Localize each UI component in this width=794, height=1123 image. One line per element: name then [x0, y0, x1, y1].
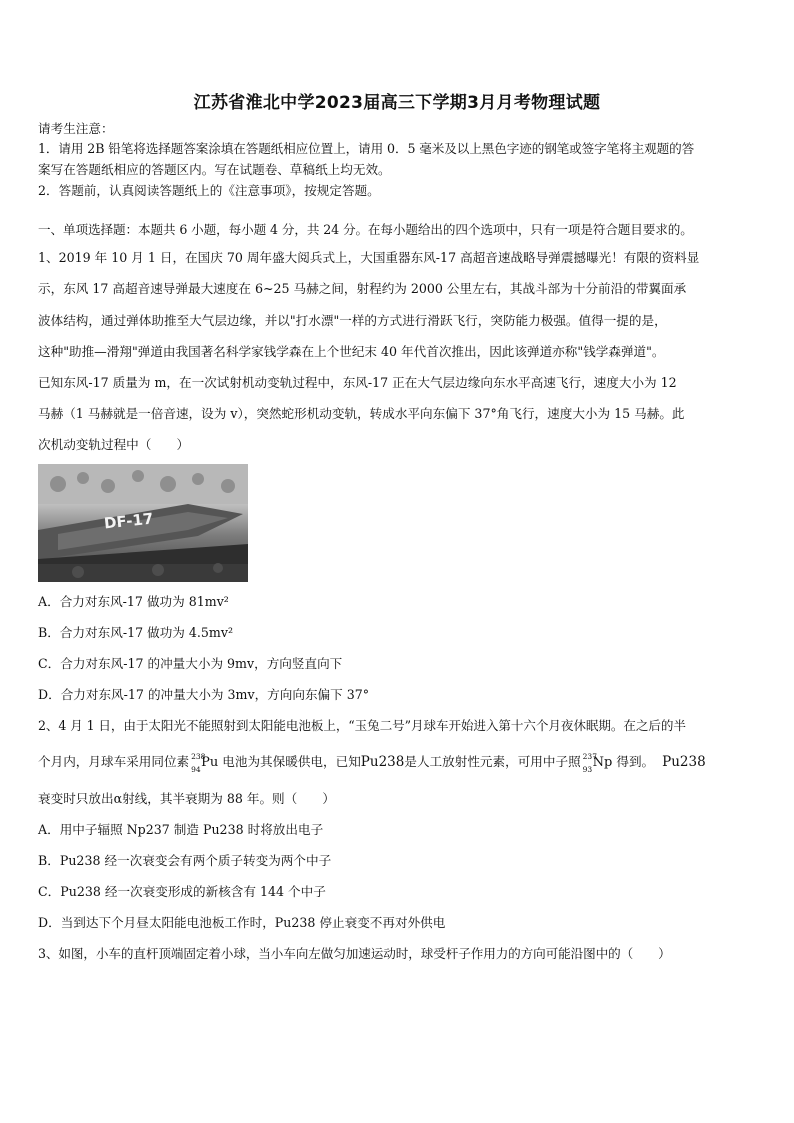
isotope-np237-z: 93: [582, 765, 593, 774]
q2-option-d: D．当到达下个月昼太阳能电池板工作时，Pu238 停止衰变不再对外供电: [38, 915, 446, 930]
q2-option-a: A．用中子辐照 Np237 制造 Pu238 时将放出电子: [38, 822, 324, 837]
q1-line-2: 示，东风 17 高超音速导弹最大速度在 6~25 马赫之间，射程约为 2000 公里左右，其战斗部为十分前沿的带翼面承: [38, 281, 687, 296]
q2-option-b: B．Pu238 经一次衰变会有两个质子转变为两个中子: [38, 853, 332, 868]
q2-line-2-part-c: Pu238: [360, 754, 405, 770]
q2-line-2-part-e: 得到。: [612, 754, 655, 769]
q2-line-2-part-f: Pu238: [662, 754, 706, 770]
q1-option-a: A．合力对东风-17 做功为 81mv²: [38, 594, 229, 609]
notice-item-1-line-1: 1．请用 2B 铅笔将选择题答案涂填在答题纸相应位置上，请用 0．5 毫米及以上黑色字迹的钢笔或签字笔将主观题的答: [38, 141, 695, 156]
q2-line-3: 衰变时只放出α射线，其半衰期为 88 年。则（ ）: [38, 791, 336, 806]
q1-option-c: C．合力对东风-17 的冲量大小为 9mv，方向竖直向下: [38, 656, 343, 671]
q1-option-d: D．合力对东风-17 的冲量大小为 3mv，方向向东偏下 37°: [38, 687, 370, 702]
q1-line-3: 波体结构，通过弹体助推至大气层边缘，并以"打水漂"一样的方式进行滑跃飞行，突防能力极强。值得一提的是，: [38, 313, 667, 328]
q1-option-b: B．合力对东风-17 做功为 4.5mv²: [38, 625, 234, 640]
q1-line-1: 1、2019 年 10 月 1 日，在国庆 70 周年盛大阅兵式上，大国重器东风-17 高超音速战略导弹震撼曝光！有限的资料显: [38, 250, 700, 265]
notice-item-1-line-2: 案写在答题纸相应的答题区内。写在试题卷、草稿纸上均无效。: [38, 162, 391, 177]
isotope-np237-symbol: Np: [592, 755, 613, 770]
section-heading: 一、单项选择题：本题共 6 小题，每小题 4 分，共 24 分。在每小题给出的四个选项中，只有一项是符合题目要求的。: [38, 222, 693, 237]
isotope-pu238-mass: 238: [191, 752, 206, 761]
isotope-np237: [582, 752, 613, 774]
q2-line-2-part-b: 电池为其保暖供电，已知: [218, 754, 361, 769]
q2-line-2: [38, 752, 758, 774]
q2-line-1: 2、4 月 1 日，由于太阳光不能照射到太阳能电池板上，“玉兔二号”月球车开始进入第十六个月夜休眠期。在之后的半: [38, 718, 686, 733]
isotope-np237-mass: 237: [582, 752, 597, 761]
q3-line-1: 3、如图，小车的直杆顶端固定着小球，当小车向左做匀加速运动时，球受杆子作用力的方向可能沿图中的（ ）: [38, 946, 671, 961]
q2-option-c: C．Pu238 经一次衰变形成的新核含有 144 个中子: [38, 884, 326, 899]
df17-missile-photo: [38, 464, 248, 582]
photo-caption-df17: DF-17: [103, 509, 155, 533]
isotope-pu238-symbol: Pu: [201, 755, 219, 770]
q2-line-2-part-d: 是人工放射性元素，可用中子照: [404, 754, 581, 769]
isotope-pu238: [191, 752, 219, 774]
q1-line-7: 次机动变轨过程中（ ）: [38, 437, 190, 452]
isotope-pu238-z: 94: [191, 765, 201, 774]
q1-line-4: 这种"助推—滑翔"弹道由我国著名科学家钱学森在上个世纪末 40 年代首次推出，因此该弹道亦称"钱学森弹道"。: [38, 344, 665, 359]
q1-line-5: 已知东风-17 质量为 m，在一次试射机动变轨过程中，东风-17 正在大气层边缘向东水平高速飞行，速度大小为 12: [38, 375, 677, 390]
q1-line-6: 马赫（1 马赫就是一倍音速，设为 v），突然蛇形机动变轨，转成水平向东偏下 37°角飞行，速度大小为 15 马赫。此: [38, 406, 685, 421]
page-title: 江苏省淮北中学2023届高三下学期3月月考物理试题: [193, 93, 601, 113]
notice-heading: 请考生注意：: [38, 121, 114, 136]
notice-item-2: 2．答题前，认真阅读答题纸上的《注意事项》，按规定答题。: [38, 183, 380, 198]
q2-line-2-part-a: 个月内，月球车采用同位素: [38, 754, 190, 769]
